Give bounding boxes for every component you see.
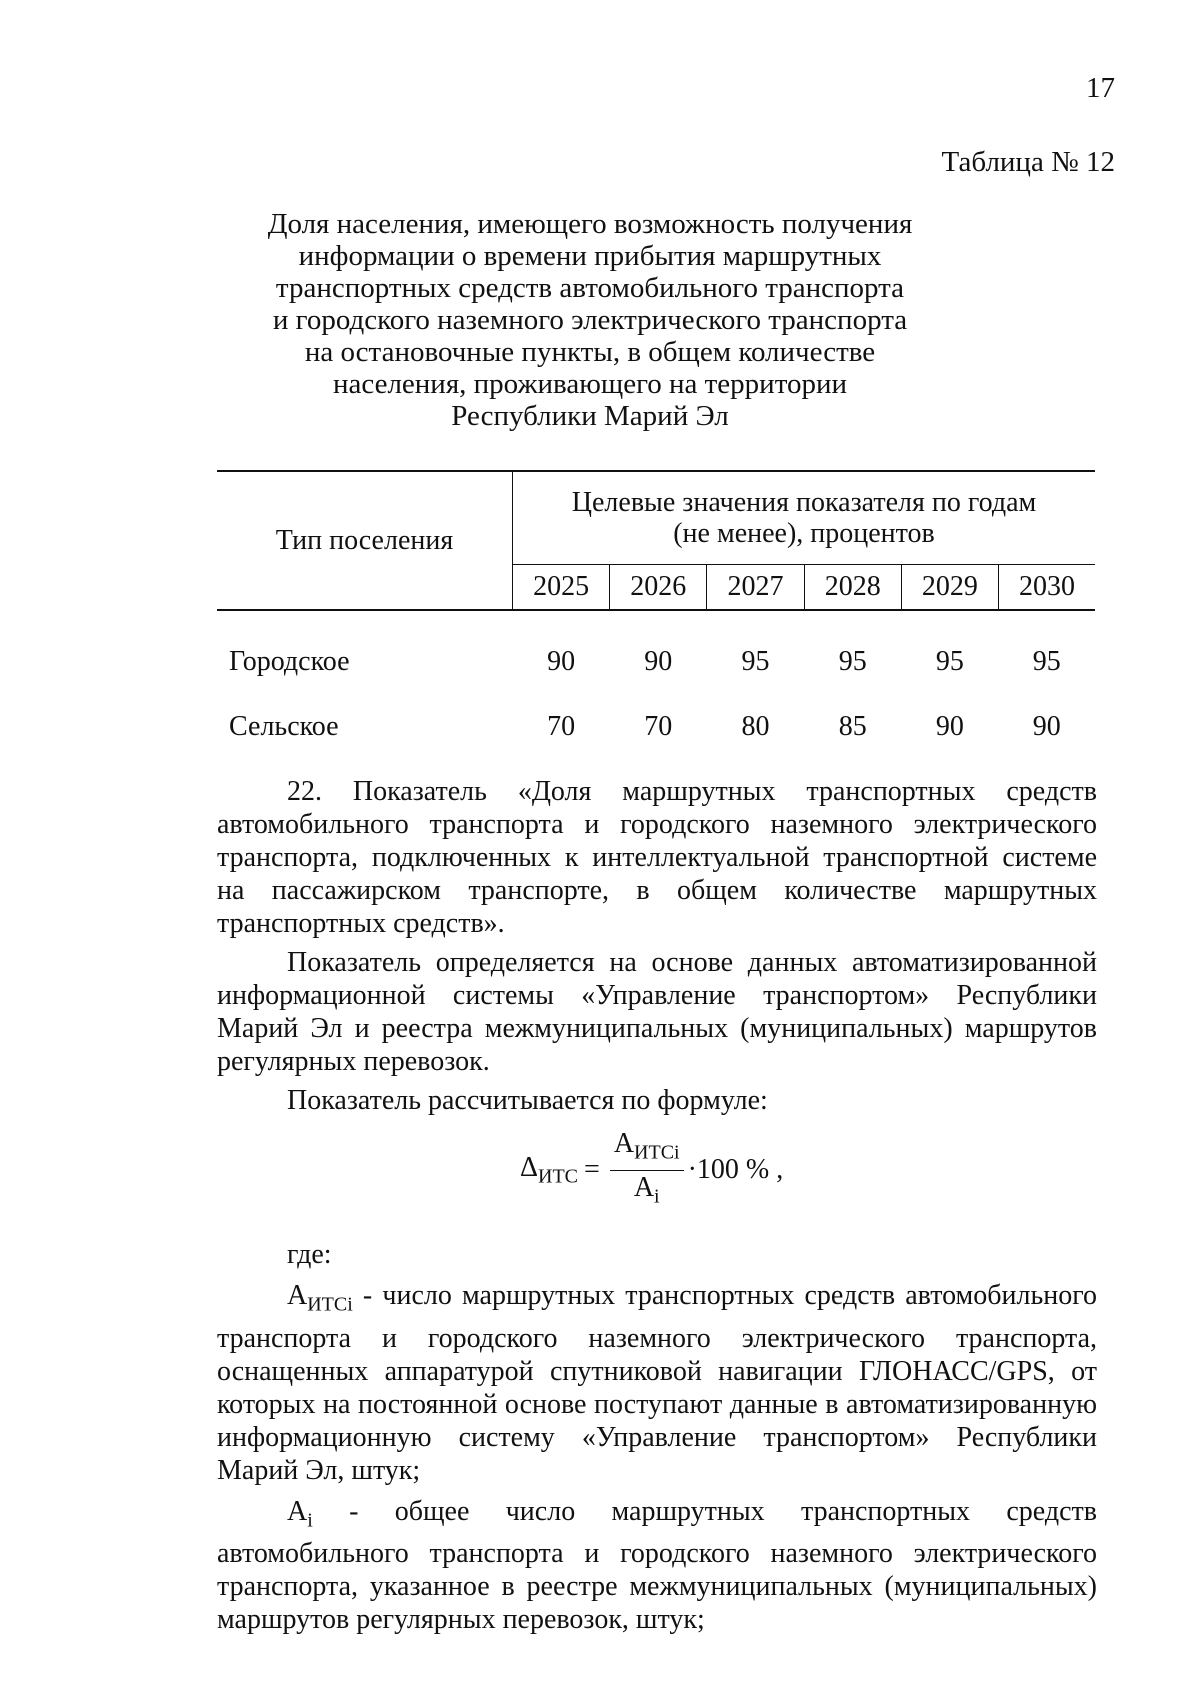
year-header: 2025	[513, 565, 610, 611]
definition-text: - общее число маршрутных транспортных средств автомобильного транспорта и городского наземного электрического транспорта, указанное в реестре межмуниципальных (муниципальных) маршрутов регулярных перевозок, штук;	[217, 1495, 1097, 1636]
target-values-header	[513, 471, 1096, 565]
formula	[520, 1127, 784, 1210]
paragraph: 22. Показатель «Доля маршрутных транспортных средств автомобильного транспорта и городского наземного электрического транспорта, подключенных к интеллектуальной транспортной системе на пассажирском транспорте, в общем количестве маршрутных транспортных средств».	[217, 776, 1097, 939]
table-cell: 80	[741, 710, 770, 742]
year-header: 2028	[804, 565, 901, 611]
row-label: Сельское	[229, 710, 339, 742]
table-cell: 90	[547, 645, 576, 677]
formula-num-sub: ИТСi	[634, 1141, 680, 1164]
paragraph: Показатель определяется на основе данных автоматизированной информационной системы «Управление транспортом» Республики Марий Эл и реестра межмуниципальных (муниципальных) маршрутов регулярных перевозок.	[217, 947, 1097, 1077]
target-values-header-line: Целевые значения показателя по годам	[571, 487, 1037, 518]
table-cell: 95	[741, 645, 770, 677]
indicator-table	[217, 470, 1095, 759]
title-line: информации о времени прибытия маршрутных	[298, 240, 882, 272]
definition-symbol: А	[287, 1280, 308, 1311]
formula-denominator	[634, 1171, 660, 1214]
table-cell: 70	[547, 710, 576, 742]
table-cell: 70	[644, 710, 673, 742]
definition-sub: i	[307, 1509, 313, 1532]
formula-num-symbol: А	[613, 1127, 635, 1159]
formula-numerator	[610, 1127, 684, 1171]
title-line: населения, проживающего на территории	[332, 368, 848, 400]
formula-tail: ·100 % ,	[687, 1154, 784, 1185]
row-label: Городское	[229, 645, 350, 677]
table-row	[217, 610, 1095, 694]
table-cell: 90	[644, 645, 673, 677]
table-cell: 95	[935, 645, 964, 677]
year-header: 2027	[707, 565, 804, 611]
body-text	[217, 775, 1097, 1117]
where-label: где:	[287, 1239, 332, 1270]
formula-lhs	[520, 1152, 578, 1189]
table-row	[217, 694, 1095, 759]
definitions-block	[217, 1238, 1097, 1644]
title-line: Республики Марий Эл	[451, 400, 729, 432]
table-cell: 95	[838, 645, 867, 677]
target-values-header-line: (не менее), процентов	[673, 518, 935, 549]
table-title	[250, 208, 930, 432]
definition-text: - число маршрутных транспортных средств автомобильного транспорта и городского наземного электрического транспорта, оснащенных аппаратурой спутниковой навигации ГЛОНАСС/GPS, от которых на постоянной основе поступают данные в автоматизированную информационную систему «Управление транспортом» Республики Марий Эл, штук;	[217, 1280, 1097, 1486]
paragraph: Показатель рассчитывается по формуле:	[287, 1085, 768, 1116]
title-line: транспортных средств автомобильного транспорта	[275, 272, 905, 304]
table-cell: 85	[838, 710, 867, 742]
year-header: 2030	[999, 565, 1095, 611]
table-cell: 95	[1032, 645, 1061, 677]
year-header: 2026	[610, 565, 707, 611]
definition-symbol: А	[287, 1495, 308, 1527]
title-line: на остановочные пункты, в общем количестве	[304, 336, 876, 368]
formula-den-sub: i	[654, 1185, 660, 1208]
title-line: и городского наземного электрического транспорта	[272, 304, 908, 336]
table-label: Таблица № 12	[941, 146, 1115, 178]
title-line: Доля населения, имеющего возможность получения	[267, 208, 913, 240]
page-number: 17	[1086, 72, 1115, 104]
year-header: 2029	[901, 565, 998, 611]
table-header-row	[217, 471, 1095, 565]
definition	[217, 1495, 1097, 1637]
formula-lhs-symbol: Δ	[520, 1151, 539, 1183]
formula-fraction	[610, 1127, 684, 1213]
definition	[217, 1279, 1097, 1487]
type-column-header: Тип поселения	[217, 471, 513, 610]
table-cell: 90	[1032, 710, 1061, 742]
definition-sub: ИТСi	[307, 1293, 353, 1316]
formula-lhs-sub: ИТС	[538, 1165, 579, 1188]
table-cell: 90	[935, 710, 964, 742]
formula-den-symbol: А	[633, 1171, 655, 1203]
formula-equals: =	[584, 1154, 600, 1185]
